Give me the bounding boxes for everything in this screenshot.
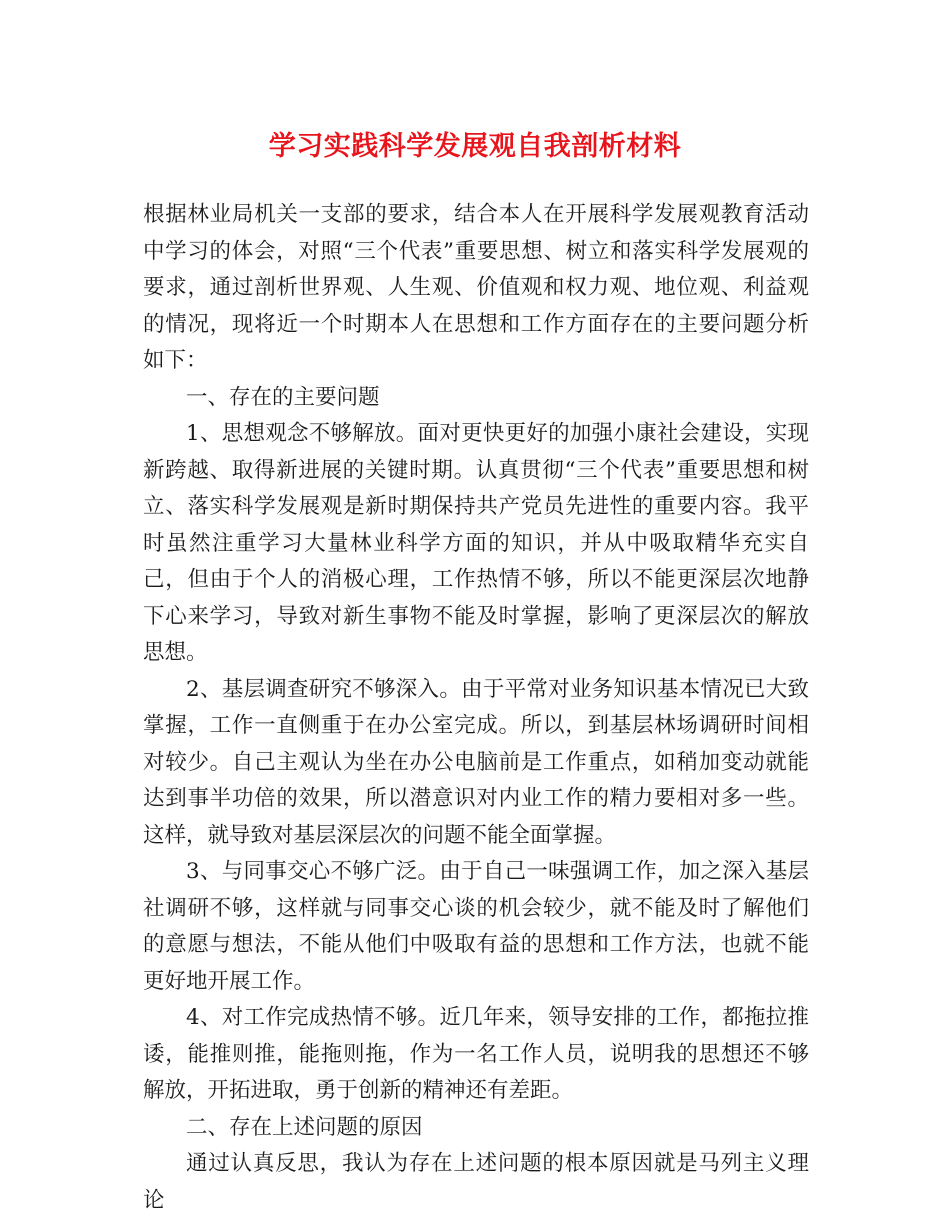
paragraph-problem-2: 2、基层调查研究不够深入。由于平常对业务知识基本情况已大致掌握，工作一直侧重于在办公室完成。所以，到基层林场调研时间相对较少。自己主观认为坐在办公电脑前是工作重点，如稍加变动就能达到事半功倍的效果，所以潜意识对内业工作的精力要相对多一些。这样，就导致对基层深层次的问题不能全面掌握。: [143, 676, 809, 848]
paragraph-intro: 根据林业局机关一支部的要求，结合本人在开展科学发展观教育活动中学习的体会，对照“三个代表”重要思想、树立和落实科学发展观的要求，通过剖析世界观、人生观、价值观和权力观、地位观、利益观的情况，现将近一个时期本人在思想和工作方面存在的主要问题分析如下：: [143, 202, 809, 373]
paragraph-problem-3: 3、与同事交心不够广泛。由于自己一味强调工作，加之深入基层社调研不够，这样就与同事交心谈的机会较少，就不能及时了解他们的意愿与想法，不能从他们中吸取有益的思想和工作方法，也就不能更好地开展工作。: [143, 859, 809, 994]
document-title: 学习实践科学发展观自我剖析材料: [268, 131, 682, 162]
paragraph-problem-1: 1、思想观念不够解放。面对更快更好的加强小康社会建设，实现新跨越、取得新进展的关键时期。认真贯彻“三个代表”重要思想和树立、落实科学发展观是新时期保持共产党员先进性的重要内容。我平时虽然注重学习大量林业科学方面的知识，并从中吸取精华充实自己，但由于个人的消极心理，工作热情不够，所以不能更深层次地静下心来学习，导致对新生事物不能及时掌握，影响了更深层次的解放思想。: [143, 421, 809, 665]
section-heading-causes: 二、存在上述问题的原因: [186, 1114, 423, 1140]
section-heading-problems: 一、存在的主要问题: [186, 384, 380, 410]
paragraph-causes: 通过认真反思，我认为存在上述问题的根本原因就是马列主义理论: [143, 1151, 809, 1213]
paragraph-problem-4: 4、对工作完成热情不够。近几年来，领导安排的工作，都拖拉推诿，能推则推，能拖则拖，作为一名工作人员，说明我的思想还不够解放，开拓进取，勇于创新的精神还有差距。: [143, 1005, 809, 1103]
document-body: [143, 197, 809, 1219]
